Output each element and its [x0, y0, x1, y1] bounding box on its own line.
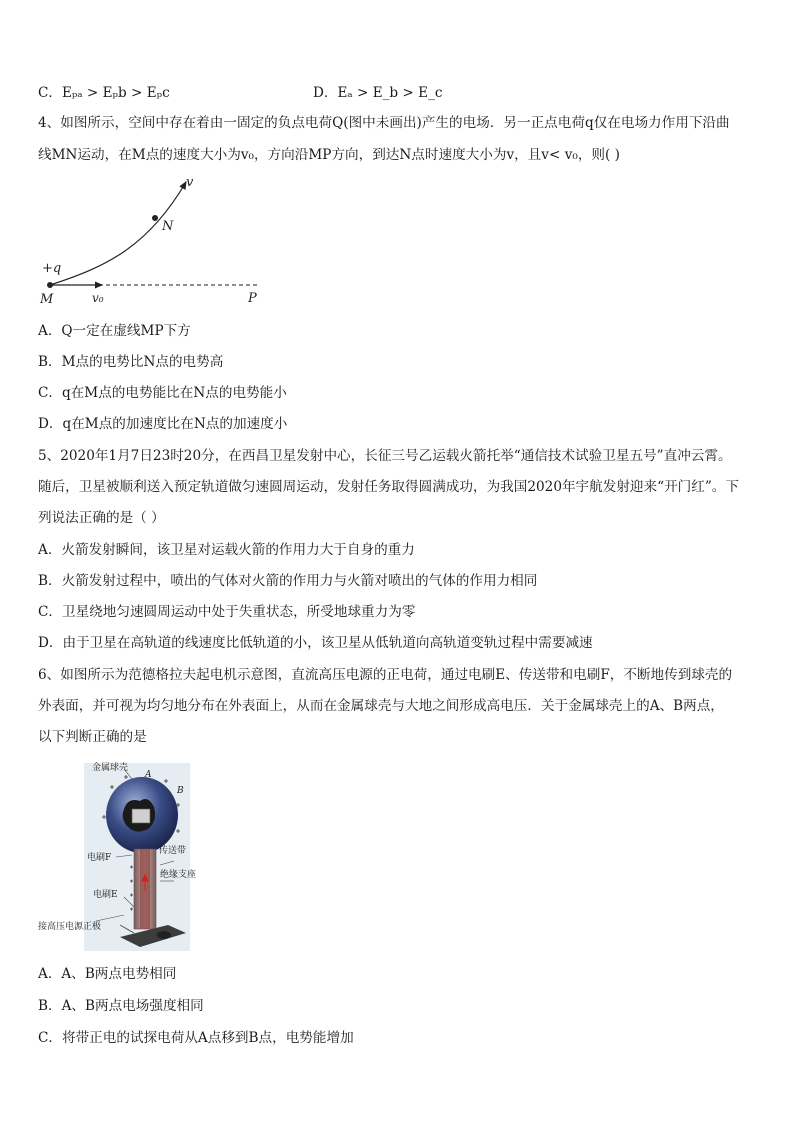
label-m: M	[40, 292, 54, 307]
q4-option-b: B．M点的电势比N点的电势高	[38, 354, 224, 370]
q5-option-d: D．由于卫星在高轨道的线速度比低轨道的小，该卫星从低轨道向高轨道变轨过程中需要减速	[38, 635, 593, 651]
q5-option-a: A．火箭发射瞬间，该卫星对运载火箭的作用力大于自身的重力	[38, 542, 415, 558]
base-knob	[157, 931, 171, 939]
q5-option-b: B．火箭发射过程中，喷出的气体对火箭的作用力与火箭对喷出的气体的作用力相同	[38, 573, 538, 589]
q5-stem-line1: 5、2020年1月7日23时20分，在西昌卫星发射中心，长征三号乙运载火箭托举“通信技术试验卫星五号”直冲云霄。	[38, 448, 732, 464]
label-n: N	[162, 219, 174, 234]
van-de-graaff-figure	[36, 757, 196, 953]
label-v0: v₀	[92, 291, 104, 305]
q6-stem-line1: 6、如图所示为范德格拉夫起电机示意图，直流高压电源的正电荷，通过电刷E、传送带和电刷F，不断地传到球壳的	[38, 667, 733, 683]
q4-stem-line1: 4、如图所示，空间中存在着由一固定的负点电荷Q(图中未画出)产生的电场．另一正点电荷q仅在电场力作用下沿曲	[38, 115, 730, 131]
label-q: +q	[42, 261, 62, 276]
prev-option-c: C．Eₚₐ > Eₚb > Eₚc	[38, 85, 170, 101]
label-belt: 传送带	[159, 846, 187, 856]
q4-option-a: A．Q一定在虚线MP下方	[38, 323, 191, 339]
label-support: 绝缘支座	[160, 870, 196, 880]
q5-option-c: C．卫星绕地匀速圆周运动中处于失重状态，所受地球重力为零	[38, 604, 416, 620]
label-metal-shell: 金属球壳	[92, 763, 129, 773]
point-n-dot	[152, 215, 158, 221]
q4-option-c: C．q在M点的电势能比在N点的电势能小	[38, 385, 287, 401]
q5-stem-line3: 列说法正确的是（ ）	[38, 510, 165, 526]
label-b: B	[177, 786, 184, 796]
q4-trajectory-figure	[36, 172, 276, 308]
q6-option-b: B．A、B两点电场强度相同	[38, 998, 204, 1014]
q4-option-d: D．q在M点的加速度比在N点的加速度小	[38, 416, 288, 432]
label-v: v	[186, 175, 194, 190]
q6-option-a: A．A、B两点电势相同	[38, 966, 177, 982]
label-power: 接高压电源正极	[38, 922, 102, 932]
label-brush-e: 电刷E	[93, 890, 118, 900]
label-brush-f: 电刷F	[87, 853, 112, 863]
q6-option-c: C．将带正电的试探电荷从A点移到B点，电势能增加	[38, 1030, 354, 1046]
q6-stem-line3: 以下判断正确的是	[38, 729, 147, 745]
label-a: A	[145, 770, 152, 780]
q5-stem-line2: 随后，卫星被顺利送入预定轨道做匀速圆周运动，发射任务取得圆满成功，为我国2020年宇航发射迎来“开门红”。下	[38, 479, 739, 495]
inner-roller	[132, 809, 150, 823]
q6-stem-line2: 外表面，并可视为均匀地分布在外表面上，从而在金属球壳与大地之间形成高电压．关于金属球壳上的A、B两点，	[38, 698, 724, 714]
q4-stem-line2: 线MN运动，在M点的速度大小为v₀，方向沿MP方向，到达N点时速度大小为v，且v< v₀，则( )	[38, 147, 620, 163]
prev-option-d: D．Eₐ > E_b > E_c	[313, 85, 443, 101]
point-m-dot	[47, 282, 53, 288]
label-p: P	[248, 291, 257, 306]
